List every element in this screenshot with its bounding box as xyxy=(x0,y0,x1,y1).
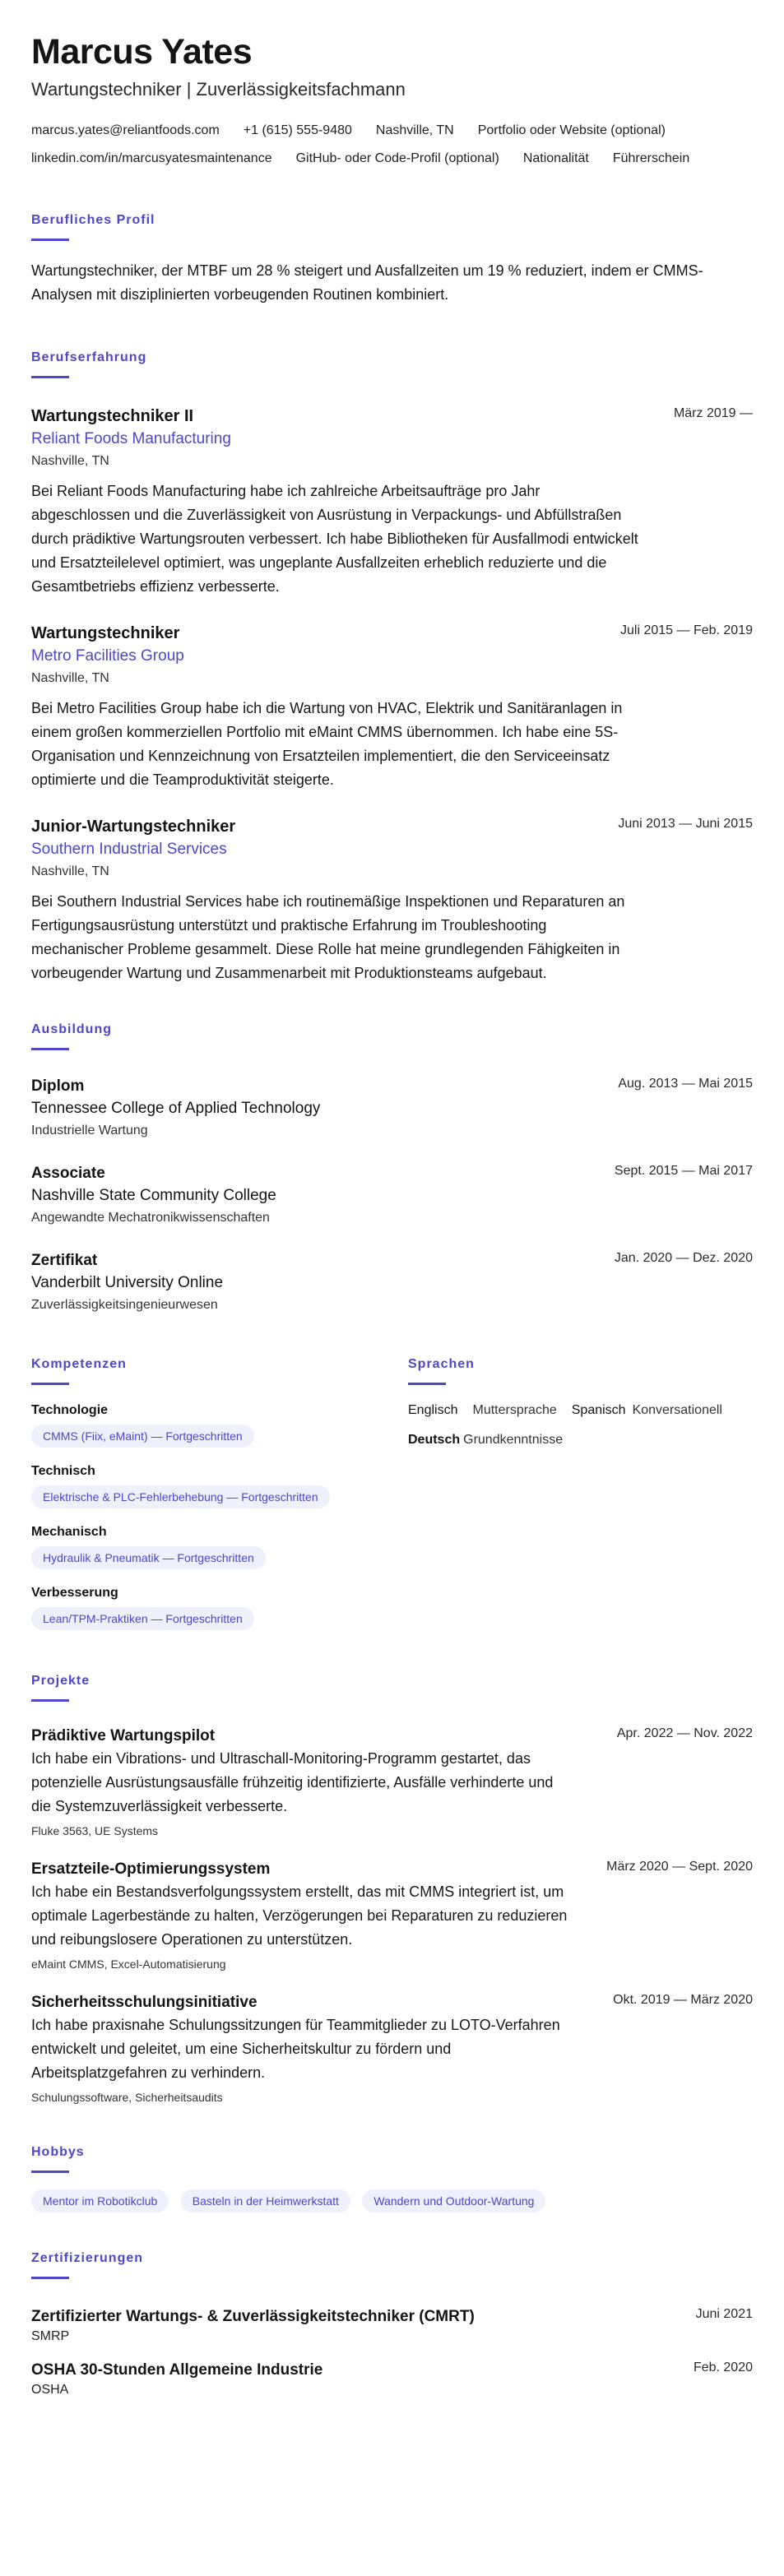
projects-section xyxy=(31,1673,753,2106)
job-location: Nashville, TN xyxy=(31,864,109,878)
project-entry xyxy=(31,1725,753,1840)
project-title: Ersatzteile-Optimierungssystem xyxy=(31,1860,271,1878)
candidate-name: Marcus Yates xyxy=(31,32,253,72)
project-tech: Fluke 3563, UE Systems xyxy=(31,1824,159,1837)
education-school: Vanderbilt University Online xyxy=(31,1274,224,1291)
language-name: Deutsch xyxy=(408,1433,461,1447)
project-description: Ich habe ein Bestandsverfolgungssystem erstellt, das mit CMMS integriert ist, um optimale Lagerbestände zu halten, Verzögerungen bei Reparaturen zu reduzieren und reibungslosere Operationen zu unterstützen. xyxy=(31,1883,568,1948)
skill-chip: Hydraulik & Pneumatik — Fortgeschritten xyxy=(31,1546,266,1569)
certification-entry xyxy=(31,2305,753,2346)
job-date: Juli 2015 — Feb. 2019 xyxy=(620,623,753,637)
job-title: Junior-Wartungstechniker xyxy=(31,818,236,836)
skill-category: Verbesserung xyxy=(31,1586,118,1600)
section-rule xyxy=(31,1699,69,1702)
job-description: Bei Southern Industrial Services habe ich routinemäßige Inspektionen und Reparaturen an Fertigungsausrüstung unterstützt und praktische Erfahrung im Troubleshooting mechanischer Probleme gesammelt. Diese Rolle hat meine grundlegenden Fähigkeiten in vorbeugender Wartung und Zusammenarbeit mit Produktionsteams aufgebaut. xyxy=(31,893,625,981)
section-rule xyxy=(31,1048,69,1050)
contact-location: Nashville, TN xyxy=(375,123,454,137)
candidate-headline: Wartungstechniker | Zuverlässigkeitsfachmann xyxy=(31,79,406,100)
skill-category: Technologie xyxy=(31,1403,109,1417)
education-entry xyxy=(31,1075,753,1141)
job-company: Metro Facilities Group xyxy=(31,647,184,665)
job-entry xyxy=(31,622,753,792)
education-field: Zuverlässigkeitsingenieurwesen xyxy=(31,1298,218,1312)
language-level: Konversationell xyxy=(632,1403,722,1417)
section-rule xyxy=(31,2277,69,2279)
job-location: Nashville, TN xyxy=(31,671,109,685)
job-date: März 2019 — xyxy=(673,406,753,420)
skill-category: Technisch xyxy=(31,1464,95,1478)
profile-section xyxy=(31,212,753,307)
certification-issuer: OSHA xyxy=(31,2383,69,2397)
project-entry xyxy=(31,1991,753,2106)
section-title-education: Ausbildung xyxy=(31,1022,112,1036)
skill-group xyxy=(31,1523,408,1569)
education-field: Industrielle Wartung xyxy=(31,1124,148,1137)
job-company: Southern Industrial Services xyxy=(31,841,227,858)
section-title-languages: Sprachen xyxy=(408,1357,475,1371)
profile-summary: Wartungstechniker, der MTBF um 28 % steigert und Ausfallzeiten um 19 % reduziert, indem er CMMS-Analysen mit disziplinierten vorbeugenden Routinen kombiniert. xyxy=(31,262,703,303)
language-name: Spanisch xyxy=(571,1403,626,1417)
section-title-certifications: Zertifizierungen xyxy=(31,2251,144,2265)
contact-linkedin[interactable]: linkedin.com/in/marcusyatesmaintenance xyxy=(31,151,272,165)
section-rule xyxy=(31,239,69,241)
skill-chip: CMMS (Fiix, eMaint) — Fortgeschritten xyxy=(31,1425,254,1448)
section-title-projects: Projekte xyxy=(31,1674,90,1688)
contact-license: Führerschein xyxy=(612,151,690,165)
certification-date: Feb. 2020 xyxy=(693,2361,753,2374)
job-description: Bei Reliant Foods Manufacturing habe ich zahlreiche Arbeitsaufträge pro Jahr abgeschlossen und die Zuverlässigkeit von Ausrüstung in Verpackungs- und Abfüllstraßen durch prädiktive Wartungsrouten verbessert. Ich habe Bibliotheken für Ausfallmodi entwickelt und Ersatzteilelevel optimiert, was ungeplante Ausfallzeiten erheblich reduzierte und die Gesamtbetriebs effizienz verbesserte. xyxy=(31,483,638,595)
section-rule xyxy=(31,376,69,378)
experience-section xyxy=(31,350,753,985)
education-degree: Associate xyxy=(31,1165,105,1182)
certification-title: Zertifizierter Wartungs- & Zuverlässigkeitstechniker (CMRT) xyxy=(31,2308,475,2325)
education-entry xyxy=(31,1249,753,1315)
project-tech: eMaint CMMS, Excel-Automatisierung xyxy=(31,1957,226,1971)
hobby-chip: Basteln in der Heimwerkstatt xyxy=(181,2189,350,2212)
project-entry xyxy=(31,1858,753,1973)
education-field: Angewandte Mechatronikwissenschaften xyxy=(31,1211,270,1225)
job-date: Juni 2013 — Juni 2015 xyxy=(618,817,753,831)
project-title: Sicherheitsschulungsinitiative xyxy=(31,1994,257,2011)
skill-group xyxy=(31,1584,408,1630)
skills-languages-row xyxy=(31,1356,753,1630)
education-date: Aug. 2013 — Mai 2015 xyxy=(618,1077,753,1091)
hobby-list xyxy=(31,2185,753,2212)
job-description: Bei Metro Facilities Group habe ich die Wartung von HVAC, Elektrik und Sanitäranlagen in einem großen kommerziellen Portfolio mit eMaint CMMS übernommen. Ich habe eine 5S-Organisation und Kennzeichnung von Ersatzteilen implementiert, die den Serviceeinsatz optimierte und die Teamproduktivität steigerte. xyxy=(31,700,623,788)
section-title-hobbies: Hobbys xyxy=(31,2145,85,2159)
language-level: Grundkenntnisse xyxy=(463,1433,564,1447)
certification-date: Juni 2021 xyxy=(695,2307,753,2321)
project-description: Ich habe praxisnahe Schulungssitzungen für Teammitglieder zu LOTO-Verfahren entwickelt und geleitet, um eine Sicherheitskultur zu fördern und Arbeitsplatzgefahren zu verhindern. xyxy=(31,2017,560,2081)
skill-category: Mechanisch xyxy=(31,1525,107,1539)
skill-group xyxy=(31,1402,408,1448)
contact-nationality: Nationalität xyxy=(522,151,589,165)
contact-portfolio[interactable]: Portfolio oder Website (optional) xyxy=(477,123,666,137)
hobby-chip: Wandern und Outdoor-Wartung xyxy=(362,2189,545,2212)
project-date: Okt. 2019 — März 2020 xyxy=(613,1993,753,2007)
skill-chip: Lean/TPM-Praktiken — Fortgeschritten xyxy=(31,1607,254,1630)
section-title-experience: Berufserfahrung xyxy=(31,350,147,364)
education-school: Tennessee College of Applied Technology xyxy=(31,1100,321,1117)
education-degree: Diplom xyxy=(31,1077,85,1095)
skill-chip: Elektrische & PLC-Fehlerbehebung — Fortgeschritten xyxy=(31,1485,330,1508)
skills-section xyxy=(31,1356,408,1630)
education-date: Sept. 2015 — Mai 2017 xyxy=(614,1164,753,1178)
contact-phone: +1 (615) 555-9480 xyxy=(243,123,352,137)
section-rule xyxy=(31,2171,69,2173)
skill-group xyxy=(31,1462,408,1508)
education-school: Nashville State Community College xyxy=(31,1187,276,1204)
project-date: März 2020 — Sept. 2020 xyxy=(606,1860,753,1874)
language-level: Muttersprache xyxy=(472,1403,557,1417)
certification-issuer: SMRP xyxy=(31,2329,70,2343)
project-description: Ich habe ein Vibrations- und Ultraschall-Monitoring-Programm gestartet, das potenzielle Ausrüstungsausfälle frühzeitig identifizierte, Ausfälle verhinderte und die Systemzuverlässigkeit verbesserte. xyxy=(31,1750,554,1814)
project-tech: Schulungssoftware, Sicherheitsaudits xyxy=(31,2091,223,2104)
job-location: Nashville, TN xyxy=(31,454,109,468)
language-list xyxy=(408,1431,753,1449)
job-entry xyxy=(31,405,753,599)
hobbies-section xyxy=(31,2144,753,2212)
section-rule xyxy=(31,1383,69,1385)
education-entry xyxy=(31,1162,753,1228)
section-rule xyxy=(408,1383,446,1385)
contact-list xyxy=(31,117,753,173)
job-title: Wartungstechniker II xyxy=(31,407,194,425)
languages-section xyxy=(408,1356,753,1630)
project-title: Prädiktive Wartungspilot xyxy=(31,1727,216,1744)
section-title-profile: Berufliches Profil xyxy=(31,213,155,227)
project-date: Apr. 2022 — Nov. 2022 xyxy=(616,1726,753,1740)
education-section xyxy=(31,1022,753,1315)
contact-github[interactable]: GitHub- oder Code-Profil (optional) xyxy=(295,151,499,165)
language-list xyxy=(408,1402,753,1420)
resume-header xyxy=(31,31,753,173)
job-entry xyxy=(31,815,753,985)
certifications-section xyxy=(31,2250,753,2399)
education-degree: Zertifikat xyxy=(31,1252,98,1269)
language-name: Englisch xyxy=(408,1403,458,1417)
section-title-skills: Kompetenzen xyxy=(31,1357,127,1371)
certification-entry xyxy=(31,2359,753,2399)
education-date: Jan. 2020 — Dez. 2020 xyxy=(614,1251,753,1265)
contact-email[interactable]: marcus.yates@reliantfoods.com xyxy=(31,123,220,137)
job-company: Reliant Foods Manufacturing xyxy=(31,430,231,447)
hobby-chip: Mentor im Robotikclub xyxy=(31,2189,169,2212)
certification-title: OSHA 30-Stunden Allgemeine Industrie xyxy=(31,2361,323,2379)
job-title: Wartungstechniker xyxy=(31,624,180,642)
